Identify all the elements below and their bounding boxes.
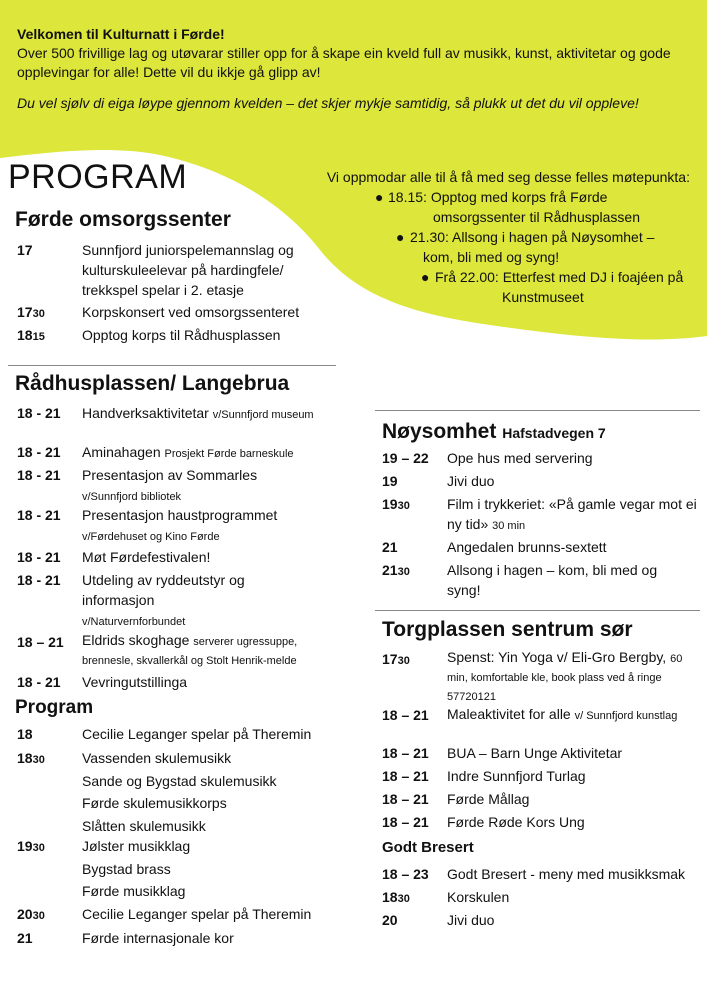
time-label: 18 - 21 bbox=[17, 467, 61, 483]
schedule-row bbox=[17, 570, 337, 630]
event-description: Førde Mållag bbox=[447, 791, 530, 807]
schedule-row bbox=[382, 864, 702, 884]
meeting-point-3 bbox=[290, 267, 700, 307]
time-label: 18 – 21 bbox=[382, 707, 429, 723]
bullet-icon: ● bbox=[421, 269, 430, 285]
schedule-row bbox=[382, 649, 702, 704]
schedule-row bbox=[17, 672, 337, 692]
event-description: Utdeling av ryddeutstyr og informasjon v/Naturvernforbundet bbox=[82, 572, 245, 628]
schedule-row bbox=[382, 887, 702, 907]
schedule-row bbox=[17, 928, 337, 948]
intro-heading: Velkomen til Kulturnatt i Førde! bbox=[17, 26, 225, 42]
schedule-row bbox=[17, 240, 317, 302]
event-description: Korpskonsert ved omsorgssenteret bbox=[82, 304, 300, 320]
schedule-row bbox=[17, 747, 337, 837]
schedule-row bbox=[382, 560, 702, 600]
divider bbox=[8, 365, 336, 366]
section-title-radhus: Rådhusplassen/ Langebrua bbox=[15, 372, 290, 395]
schedule-row bbox=[17, 403, 337, 443]
schedule-row bbox=[382, 448, 702, 468]
time-label: 1930 bbox=[382, 496, 410, 512]
schedule-row bbox=[382, 494, 702, 534]
intro-italic: Du vel sjølv di eiga løype gjennom kvelden – det skjer mykje samtidig, så plukk ut det du vil oppleve! bbox=[17, 95, 639, 111]
meeting-point-text: 18.15: Opptog med korps frå Førde bbox=[388, 189, 608, 205]
time-label: 20 bbox=[382, 912, 398, 928]
meeting-point-2 bbox=[290, 227, 700, 267]
schedule-row bbox=[382, 910, 702, 930]
meeting-point-text: Frå 22.00: Etterfest med DJ i foajéen på bbox=[435, 269, 684, 285]
meeting-point-text: Kunstmuseet bbox=[502, 289, 584, 305]
schedule-row bbox=[382, 537, 702, 557]
schedule-row bbox=[382, 471, 702, 491]
event-description: Jivi duo bbox=[447, 473, 495, 489]
section-title-forde: Førde omsorgssenter bbox=[15, 208, 231, 231]
event-description: Godt Bresert - meny med musikksmak bbox=[447, 866, 686, 882]
time-label: 19 bbox=[382, 473, 398, 489]
time-label: 21 bbox=[17, 930, 33, 946]
time-label: 18 – 21 bbox=[382, 768, 429, 784]
meeting-point-text: omsorgssenter til Rådhusplassen bbox=[433, 209, 640, 225]
event-description: Jølster musikklag Bygstad brass Førde musikklag bbox=[82, 838, 191, 899]
time-label: 21 bbox=[382, 539, 398, 555]
time-label: 17 bbox=[17, 242, 33, 258]
schedule-row bbox=[382, 812, 702, 832]
event-description: Presentasjon haustprogrammet v/Førdehuset og Kino Førde bbox=[82, 507, 278, 543]
divider bbox=[375, 410, 700, 411]
event-description: Presentasjon av Sommarles v/Sunnfjord bibliotek bbox=[82, 467, 258, 503]
schedule-row bbox=[17, 325, 337, 345]
schedule-row bbox=[382, 743, 702, 763]
godt-bresert-subtitle: Godt Bresert bbox=[382, 839, 474, 856]
event-description: Førde Røde Kors Ung bbox=[447, 814, 585, 830]
time-label: 18 - 21 bbox=[17, 549, 61, 565]
schedule-row bbox=[17, 835, 337, 903]
event-description: Korskulen bbox=[447, 889, 510, 905]
event-description: Allsong i hagen – kom, bli med og syng! bbox=[447, 562, 658, 598]
event-description: Spenst: Yin Yoga v/ Eli-Gro Bergby, 60 min, komfortable kle, book plass ved å ringe 57720121 bbox=[447, 649, 683, 703]
event-description: Førde internasjonale kor bbox=[82, 930, 234, 946]
section-title-noysomhet: Nøysomhet Hafstadvegen 7 bbox=[382, 420, 606, 443]
time-label: 18 – 21 bbox=[382, 791, 429, 807]
time-label: 18 - 21 bbox=[17, 674, 61, 690]
schedule-row bbox=[17, 547, 337, 567]
schedule-row bbox=[17, 904, 347, 924]
time-label: 18 - 21 bbox=[17, 444, 61, 460]
time-label: 2030 bbox=[17, 906, 45, 922]
event-description: Sunnfjord juniorspelemannslag og kulturskuleelevar på hardingfele/ trekkspel spelar i 2. etasje bbox=[82, 242, 294, 298]
event-description: Maleaktivitet for alle v/ Sunnfjord kunstlag bbox=[447, 706, 678, 722]
event-description: Vevringutstillinga bbox=[82, 674, 188, 690]
page-title: PROGRAM bbox=[8, 158, 188, 196]
schedule-row bbox=[17, 632, 347, 672]
schedule-row bbox=[17, 505, 337, 545]
time-label: 18 bbox=[17, 726, 33, 742]
event-description: Handverksaktivitetar v/Sunnfjord museum bbox=[82, 405, 314, 421]
time-label: 18 – 21 bbox=[382, 745, 429, 761]
meeting-points-heading: Vi oppmodar alle til å få med seg desse felles møtepunkta: bbox=[326, 169, 690, 185]
event-description: Ope hus med servering bbox=[447, 450, 593, 466]
schedule-row bbox=[17, 465, 337, 505]
time-label: 1830 bbox=[17, 750, 45, 766]
intro-paragraph: Over 500 frivillige lag og utøvarar stiller opp for å skape ein kveld full av musikk, kunst, aktivitetar og gode opplevingar for alle! Dette vil du ikkje gå glipp av! bbox=[17, 45, 671, 80]
event-description: BUA – Barn Unge Aktivitetar bbox=[447, 745, 623, 761]
event-description: Cecilie Leganger spelar på Theremin bbox=[82, 906, 312, 922]
intro-text bbox=[17, 25, 697, 113]
schedule-row bbox=[382, 766, 702, 786]
event-description: Indre Sunnfjord Turlag bbox=[447, 768, 586, 784]
time-label: 18 - 21 bbox=[17, 405, 61, 421]
schedule-row bbox=[382, 789, 702, 809]
bullet-icon: ● bbox=[396, 229, 405, 245]
event-description: Jivi duo bbox=[447, 912, 495, 928]
event-description: Film i trykkeriet: «På gamle vegar mot ei ny tid» 30 min bbox=[447, 496, 697, 532]
time-label: 1815 bbox=[17, 327, 45, 343]
meeting-point-text: 21.30: Allsong i hagen på Nøysomhet – bbox=[410, 229, 655, 245]
time-label: 18 – 21 bbox=[17, 634, 64, 650]
meeting-points bbox=[290, 167, 700, 307]
divider bbox=[375, 610, 700, 611]
event-description: Møt Førdefestivalen! bbox=[82, 549, 211, 565]
time-label: 2130 bbox=[382, 562, 410, 578]
event-description: Angedalen brunns-sextett bbox=[447, 539, 607, 555]
bullet-icon: ● bbox=[375, 189, 384, 205]
event-description: Eldrids skoghage serverer ugressuppe, brennesle, skvallerkål og Stolt Henrik-melde bbox=[82, 632, 298, 667]
time-label: 1930 bbox=[17, 838, 45, 854]
time-label: 18 – 21 bbox=[382, 814, 429, 830]
time-label: 1730 bbox=[382, 651, 410, 667]
time-label: 18 – 23 bbox=[382, 866, 429, 882]
meeting-point-text: kom, bli med og syng! bbox=[423, 249, 560, 265]
event-description: Aminahagen Prosjekt Førde barneskule bbox=[82, 444, 294, 460]
time-label: 18 - 21 bbox=[17, 572, 61, 588]
time-label: 1830 bbox=[382, 889, 410, 905]
time-label: 18 - 21 bbox=[17, 507, 61, 523]
event-description: Vassenden skulemusikk Sande og Bygstad skulemusikk Førde skulemusikkorps Slåtten skulemusikk bbox=[82, 750, 277, 834]
time-label: 19 – 22 bbox=[382, 450, 429, 466]
schedule-row bbox=[17, 724, 337, 744]
time-label: 1730 bbox=[17, 304, 45, 320]
schedule-row bbox=[17, 442, 337, 462]
event-description: Opptog korps til Rådhusplassen bbox=[82, 327, 281, 343]
program-subtitle: Program bbox=[15, 697, 94, 718]
section-title-torgplassen: Torgplassen sentrum sør bbox=[382, 618, 633, 641]
schedule-row bbox=[382, 705, 702, 745]
meeting-point-1 bbox=[290, 187, 700, 227]
event-description: Cecilie Leganger spelar på Theremin bbox=[82, 726, 312, 742]
schedule-row bbox=[17, 302, 337, 322]
